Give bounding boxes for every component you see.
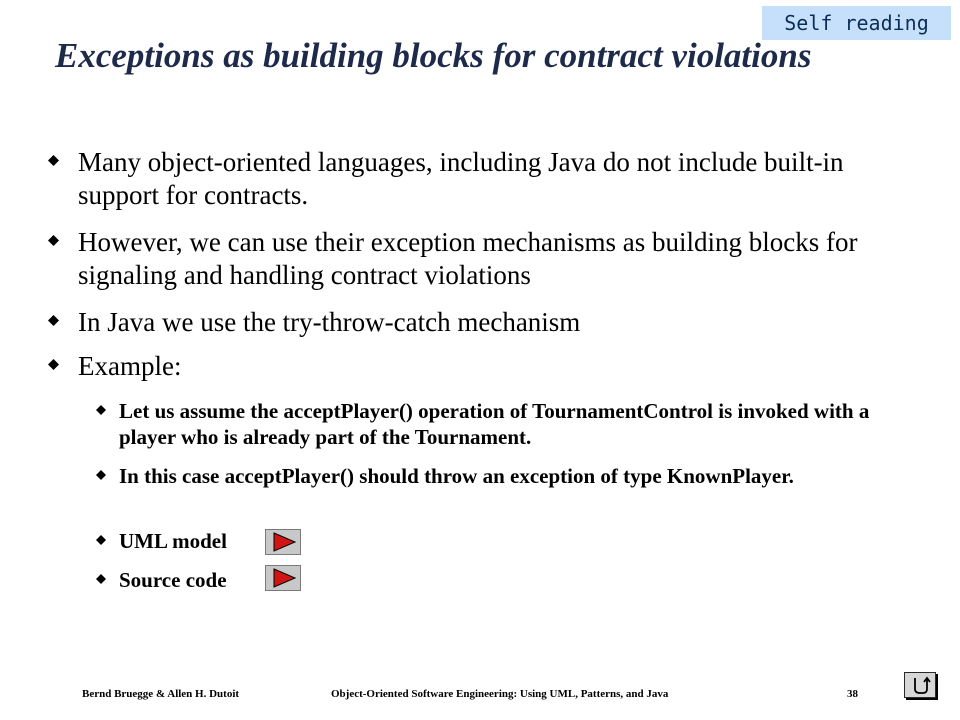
diamond-bullet-icon xyxy=(48,235,59,246)
sub-bullet-text: Let us assume the acceptPlayer() operation of TournamentControl is invoked with a player who is already part of the Tournament. xyxy=(119,399,870,449)
diamond-bullet-icon xyxy=(96,535,106,545)
play-arrow-icon xyxy=(270,532,296,552)
play-arrow-icon xyxy=(270,568,296,588)
diamond-bullet-icon xyxy=(48,359,59,370)
slide-title: Exceptions as building blocks for contract violations xyxy=(55,36,812,75)
bullet-text: Example: xyxy=(78,351,182,381)
sub-bullet-text: Source code xyxy=(119,568,227,592)
footer-book-title: Object-Oriented Software Engineering: Using UML, Patterns, and Java xyxy=(331,688,669,700)
diamond-bullet-icon xyxy=(96,470,106,480)
diamond-bullet-icon xyxy=(48,155,59,166)
source-code-link-button[interactable] xyxy=(265,565,301,591)
diamond-bullet-icon xyxy=(96,574,106,584)
bullet-text: Many object-oriented languages, including Java do not include built-in support for contracts. xyxy=(78,147,844,210)
return-home-button[interactable] xyxy=(904,672,936,698)
footer-authors: Bernd Bruegge & Allen H. Dutoit xyxy=(82,688,240,700)
diamond-bullet-icon xyxy=(96,405,106,415)
footer-page-number: 38 xyxy=(847,688,858,700)
bullet-text: However, we can use their exception mechanisms as building blocks for signaling and handling contract violations xyxy=(78,227,858,290)
return-home-icon xyxy=(911,675,931,695)
sub-bullet-text: UML model xyxy=(119,529,227,553)
sub-bullet-text: In this case acceptPlayer() should throw an exception of type KnownPlayer. xyxy=(119,464,794,488)
bullet-text: In Java we use the try-throw-catch mechanism xyxy=(78,307,581,337)
self-reading-badge: Self reading xyxy=(762,6,951,40)
uml-model-link-button[interactable] xyxy=(265,529,301,555)
diamond-bullet-icon xyxy=(48,315,59,326)
